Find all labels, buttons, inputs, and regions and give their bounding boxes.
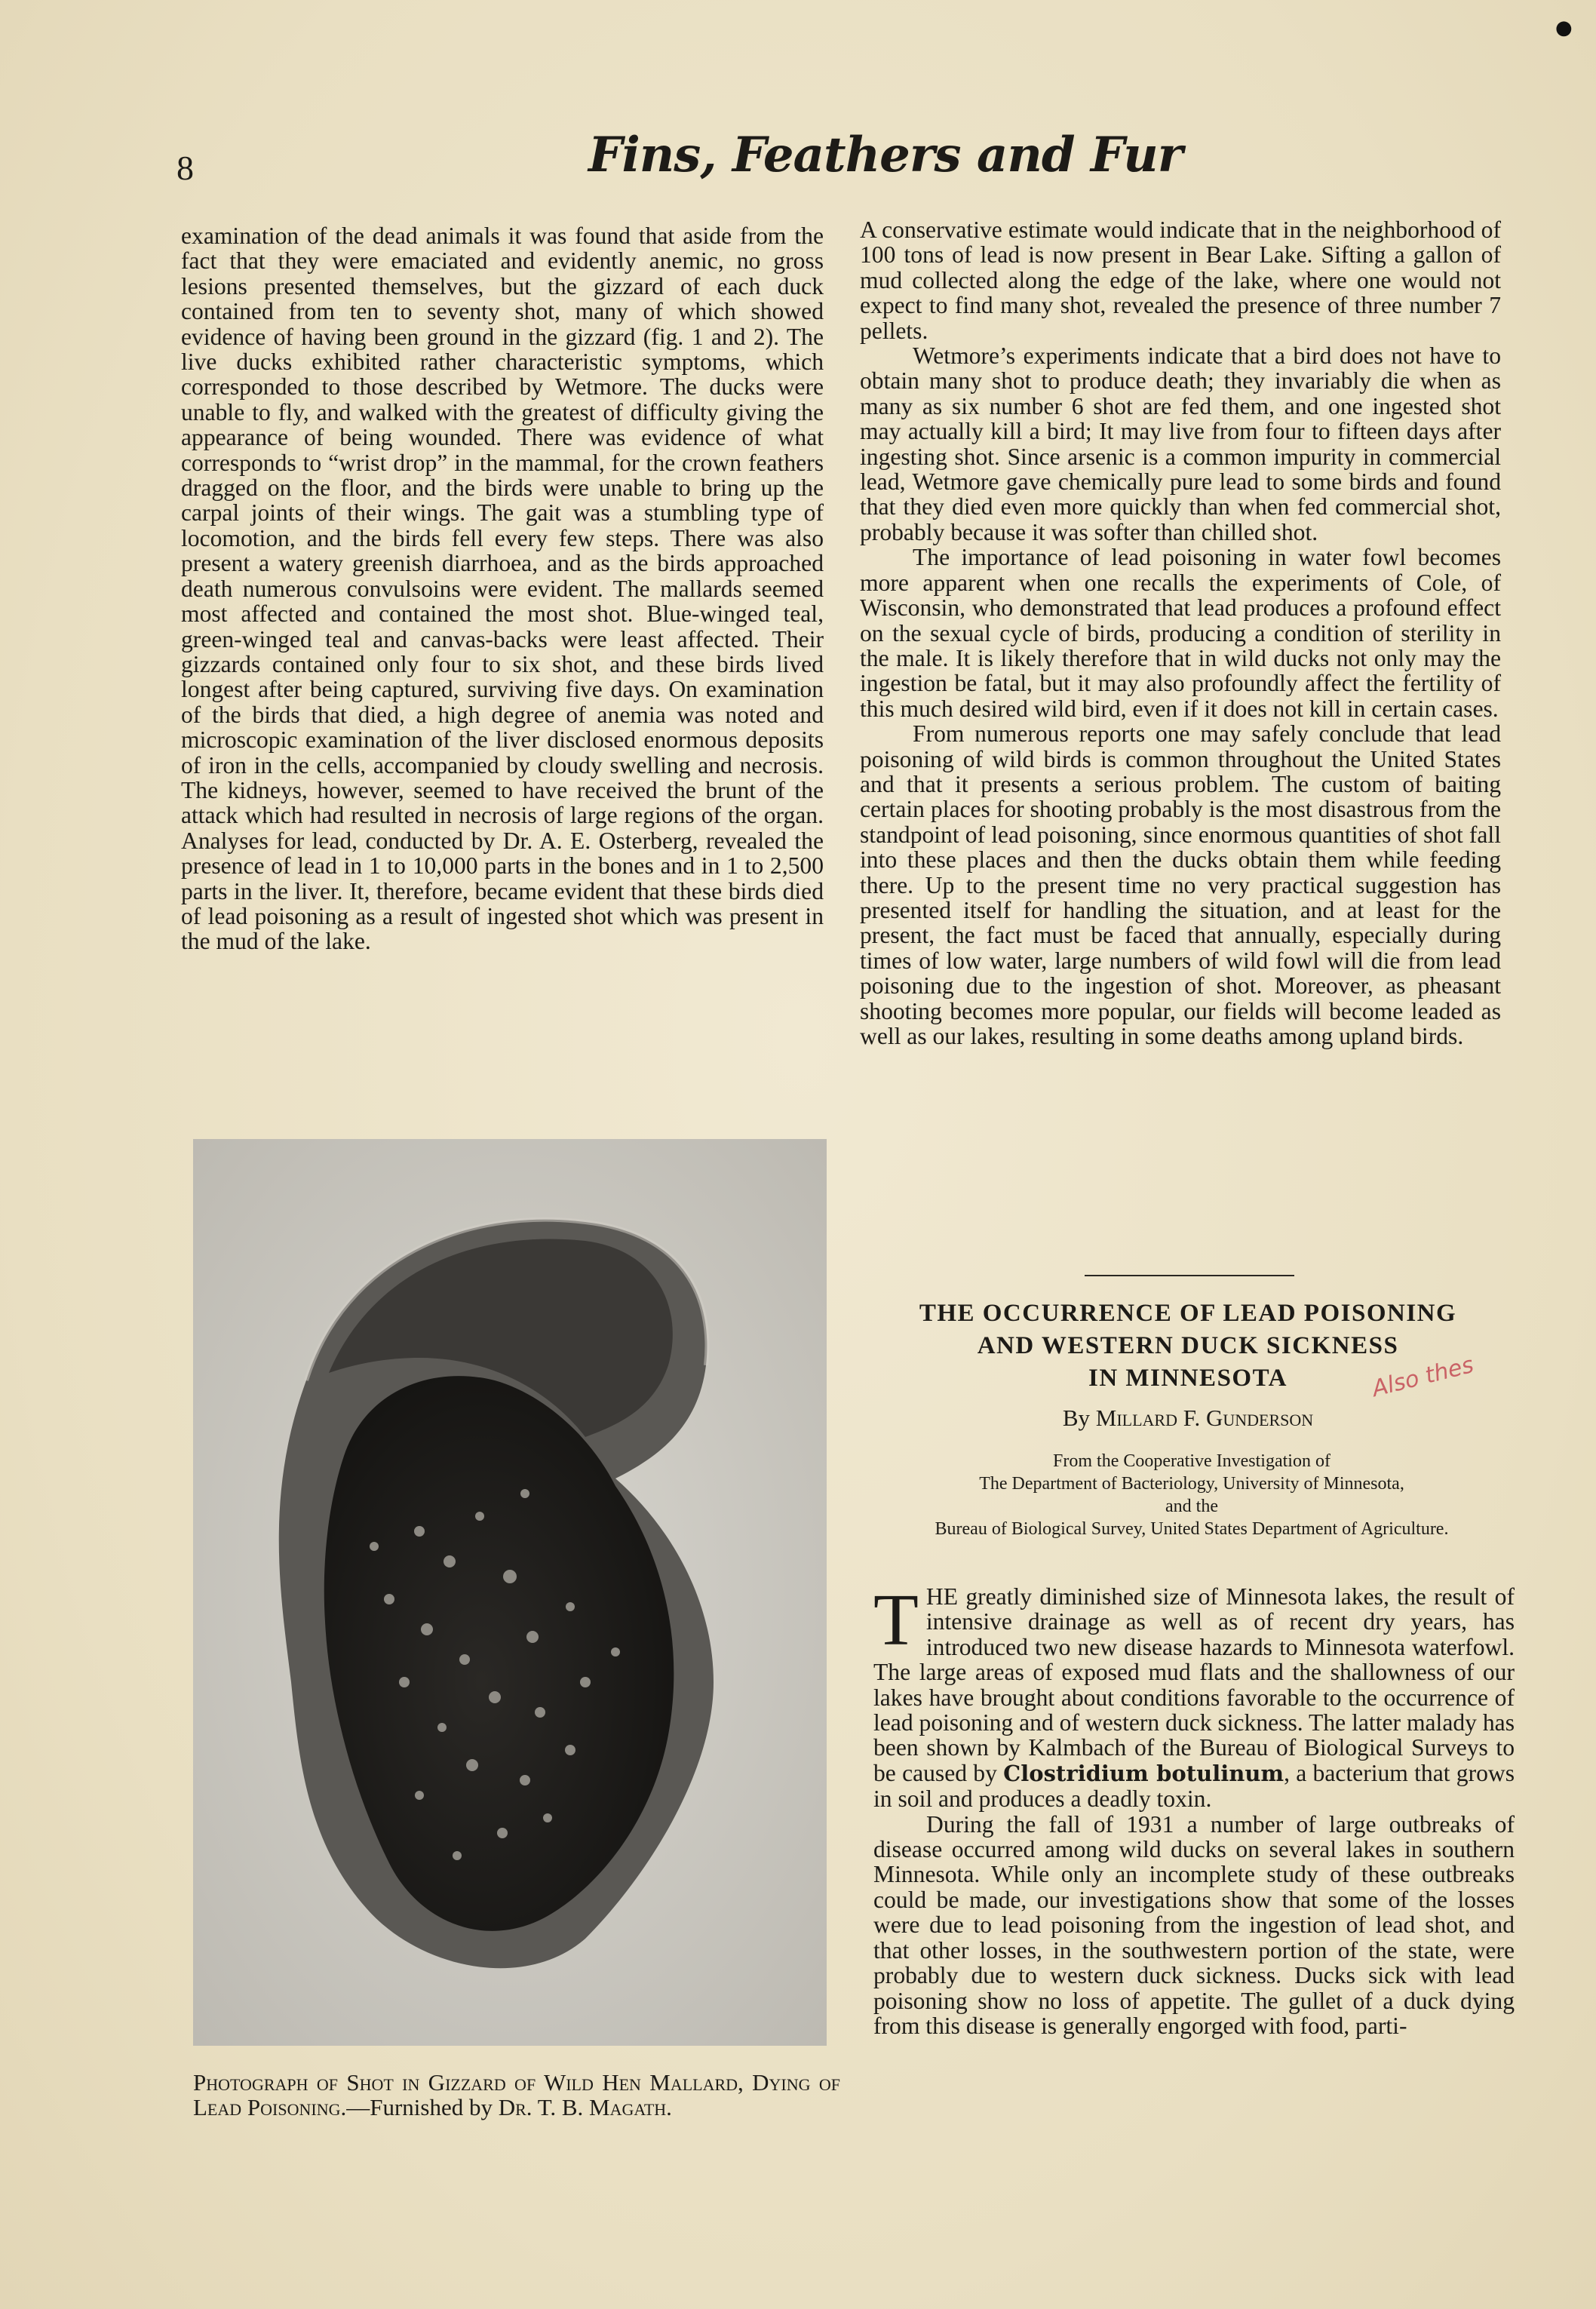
page-number: 8 — [176, 149, 194, 187]
affiliation-line-4: Bureau of Biological Survey, United States Department of Agriculture. — [935, 1519, 1449, 1539]
left-column — [181, 223, 824, 954]
affiliation-line-3: and the — [1165, 1497, 1218, 1516]
byline-prefix: By — [1062, 1405, 1091, 1431]
gizzard-photograph — [193, 1139, 827, 2046]
right-column-top — [860, 217, 1501, 1049]
caption-credit: —Furnished by — [346, 2094, 493, 2120]
caption-author: Dr. T. B. Magath. — [498, 2094, 672, 2120]
right-paragraph-1: A conservative estimate would indicate that in the neighborhood of 100 tons of lead is now present in Bear Lake. Sifting a gallon of mud collected along the edge of the lake, where one would not expect to find many shot, revealed the presence of three number 7 pellets. — [860, 216, 1501, 344]
byline-author: Millard F. Gunderson — [1095, 1405, 1314, 1431]
article-title-line-1: THE OCCURRENCE OF LEAD POISONING — [919, 1300, 1457, 1327]
photo-caption — [193, 2070, 840, 2120]
masthead-title: Fins, Feathers and Fur — [588, 127, 1183, 183]
corner-ink-mark: ● — [1555, 17, 1573, 39]
article-title-line-2: AND WESTERN DUCK SICKNESS — [977, 1332, 1399, 1359]
byline — [860, 1405, 1516, 1432]
article-title-line-3: IN MINNESOTA — [1088, 1365, 1288, 1392]
bacterium-name: Clostridium botulinum — [1003, 1760, 1284, 1786]
article-paragraph-1-text: HE greatly diminished size of Minnesota lakes, the result of intensive drainage as well as of recent dry years, has introduced two new disease hazards to Minnesota waterfowl. The large areas of exposed mud flats and the shallowness of our lakes have brought about conditions favorable to the occurrence of lead poisoning and of western duck sickness. The latter malady has been shown by Kalmbach of the Bureau of Biological Surveys to be caused by — [873, 1583, 1515, 1786]
affiliation-line-1: From the Cooperative Investigation of — [1053, 1451, 1331, 1471]
handwritten-note: Also thes — [1369, 1351, 1477, 1403]
gizzard-image — [193, 1139, 827, 2046]
article-paragraph-2: During the fall of 1931 a number of large outbreaks of disease occurred among wild ducks on several lakes in southern Minnesota. While only an incomplete study of these outbreaks could be made, our investigations show that some of the losses were due to lead poisoning from the ingestion of lead shot, and that other losses, in the southwestern portion of the state, were probably due to western duck sickness. Ducks sick with lead poisoning show no loss of appetite. The gullet of a duck dying from this disease is generally engorged with food, parti- — [873, 1810, 1515, 2039]
left-column-paragraph: examination of the dead animals it was found that aside from the fact that they were emaciated and evidently anemic, no gross lesions presented themselves, but the gizzard of each duck contained from ten to seventy shot, many of which showed evidence of having been ground in the gizzard (fig. 1 and 2). The live ducks exhibited rather characteristic symptoms, which corresponded to those described by Wetmore. The ducks were unable to fly, and walked with the greatest of difficulty giving the appearance of being wounded. There was evidence of what corresponds to “wrist drop” in the mammal, for the crown feathers dragged on the floor, and the birds were unable to bring up the carpal joints of their wings. The gait was a stumbling type of locomotion, and the birds fell every few steps. There was also present a watery greenish diarrhoea, and as the birds approached death numerous convulsoins were evident. The mallards seemed most affected and contained the most shot. Blue-winged teal, green-winged teal and canvas-backs were least affected. Their gizzards contained only four to six shot, and these birds lived longest after being captured, surviving five days. On examination of the birds that died, a high degree of anemia was noted and microscopic examination of the liver disclosed enormous deposits of iron in the cells, accompanied by cloudy swelling and necrosis. The kidneys, however, seemed to have received the brunt of the attack which had resulted in necrosis of large regions of the organ. Analyses for lead, conducted by Dr. A. E. Osterberg, revealed the presence of lead in 1 to 10,000 parts in the bones and in 1 to 2,500 parts in the liver. It, therefore, became evident that these birds died of lead poisoning as a result of ingested shot which was present in the mud of the lake. — [181, 223, 824, 955]
right-paragraph-2: Wetmore’s experiments indicate that a bird does not have to obtain many shot to produce death; they invariably die when as many as six number 6 shot are fed them, and one ingested shot may actually kill a bird; It may live from four to fifteen days after ingesting shot. Since arsenic is a common impurity in commercial lead, Wetmore gave chemically pure lead to some birds and found that they died even more quickly than when fed commercial shot, probably because it was softer than chilled shot. — [860, 342, 1501, 545]
right-paragraph-3: The importance of lead poisoning in water fowl becomes more apparent when one recalls the experiments of Cole, of Wisconsin, who demonstrated that lead produces a profound effect on the sexual cycle of birds, producing a condition of sterility in the male. It is likely therefore that in wild ducks not only may the ingestion be fatal, but it may also profoundly affect the fertility of this much desired wild bird, even if it does not kill in certain cases. — [860, 544, 1501, 722]
right-paragraph-4: From numerous reports one may safely conclude that lead poisoning of wild birds is common throughout the United States and that it presents a serious problem. The custom of baiting certain places for shooting probably is the most disastrous from the standpoint of lead poisoning, since enormous quantities of shot fall into these places and then the ducks obtain them while feeding there. Up to the present time no very practical suggestion has presented itself for handling the situation, and at least for the present, the fact must be faced that annually, especially during times of low water, large numbers of wild fowl will die from lead poisoning due to the ingestion of shot. Moreover, as pheasant shooting becomes more popular, our fields will become leaded as well as our lakes, resulting in some deaths among upland birds. — [860, 720, 1501, 1049]
article-body — [873, 1580, 1515, 2039]
article-paragraph-1 — [873, 1580, 1515, 1813]
article-paragraph-1-end: , a bacterium that grows in soil and produces a deadly toxin. — [873, 1759, 1515, 1813]
affiliation — [875, 1450, 1509, 1540]
drop-cap: T — [873, 1580, 919, 1661]
affiliation-line-2: The Department of Bacteriology, University of Minnesota, — [979, 1474, 1404, 1494]
section-divider — [1085, 1275, 1294, 1276]
caption-lead: Photograph of Shot in Gizzard of Wild Hen Mallard, Dying of Lead Poisoning. — [193, 2069, 840, 2120]
